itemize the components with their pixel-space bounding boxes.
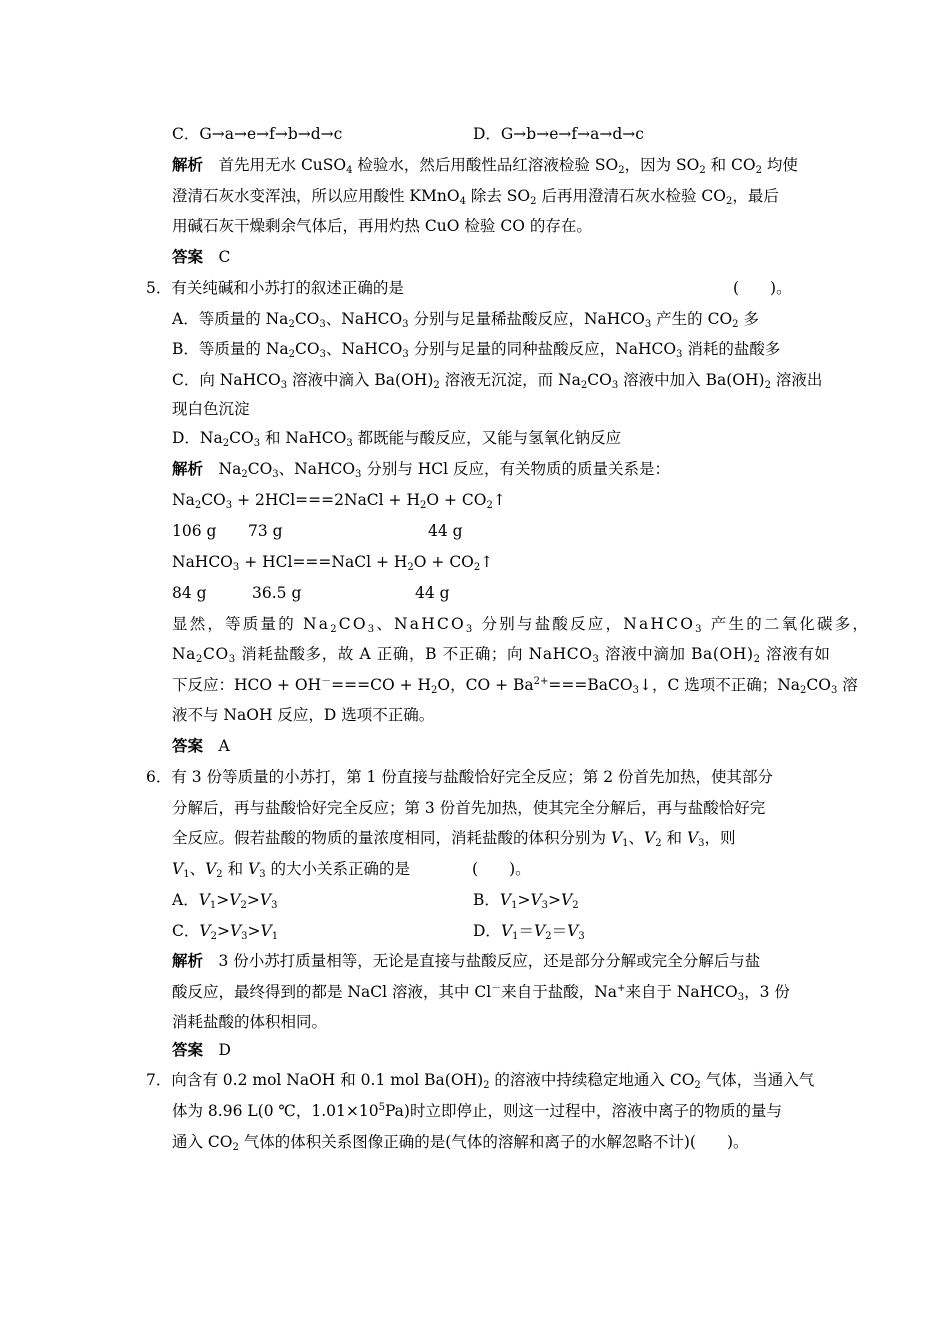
q4-answer [172,247,230,267]
q6-analysis-line-2: 酸反应，最终得到的都是 NaCl 溶液，其中 Cl－来自于盐酸，Na+来自于 NaHCO$_3$，3 份 [172,983,790,1003]
q6-option-c: C．$V_2>V_3>V_1$ [172,922,279,942]
q5-option-b: B．等质量的 $Na_2CO_3$、NaHCO$_3$ 分别与足量的同种盐酸反应，NaHCO$_3$ 消耗的盐酸多 [172,340,781,360]
q6-answer-value: D [218,1041,231,1059]
q6-number: 6． [146,768,172,786]
q4-option-c: C．G→a→e→f→b→d→c [172,125,343,143]
analysis-label: 解析 [172,952,204,970]
q5-analysis-line-4: 下反应：HCO + $OH^-===CO + H_2O$，CO + $Ba^{2+}===BaCO_3↓$，C 选项不正确；$Na_2CO_3$ 溶 [172,676,858,696]
q4-analysis-line-2: 澄清石灰水变浑浊，所以应用酸性 KMnO$_4$ 除去 $SO_2$ 后再用澄清石灰水检验 $CO_2$，最后 [172,187,779,207]
q5-answer [172,736,230,756]
q5-analysis-line-3: $Na_2CO_3$ 消耗盐酸多，故 A 正确，B 不正确；向 NaHCO$_3$ 溶液中滴加 $Ba(OH)_2$ 溶液有如 [172,645,831,665]
q6-analysis-line-3: 消耗盐酸的体积相同。 [172,1013,328,1031]
q7-number: 7． [146,1071,172,1089]
q4-analysis-line-3: 用碱石灰干燥剩余气体后，再用灼热 CuO 检验 CO 的存在。 [172,217,592,235]
q5-mass-1b: 73 g [248,522,283,540]
q7-stem-line-2: 体为 8.96 L(0 ℃，$1.01\times 10^5Pa$)时立即停止，则这一过程中，溶液中离子的物质的量与 [172,1102,782,1120]
q5-option-a: A．等质量的 $Na_2CO_3$、NaHCO$_3$ 分别与足量稀盐酸反应，NaHCO$_3$ 产生的 $CO_2$ 多 [172,310,759,330]
q5-stem-text: 有关纯碱和小苏打的叙述正确的是 [171,279,404,297]
analysis-label: 解析 [172,460,204,478]
analysis-label: 解析 [172,156,204,174]
q5-analysis-line-2: 显然，等质量的 $Na_2CO_3$、NaHCO$_3$ 分别与盐酸反应，NaHCO$_3$ 产生的二氧化碳多， [172,615,871,635]
q5-equation-1: $Na_2CO_3$ + 2HCl===2NaCl + $H_2O$ + $CO_2↑$ [172,491,506,511]
q5-option-c-line-2: 现白色沉淀 [172,400,250,418]
q7-stem-line-3: 通入 $CO_2$ 气体的体积关系图像正确的是(气体的溶解和离子的水解忽略不计)( )。 [172,1133,749,1153]
q7-stem-line-1: 7．向含有 0.2 mol NaOH 和 0.1 mol $Ba(OH)_2$ 的溶液中持续稳定地通入 $CO_2$ 气体，当通入气 [146,1071,815,1091]
q4-option-d: D．G→b→e→f→a→d→c [473,125,644,143]
q6-option-d: D．$V_1=V_2=V_3$ [473,922,585,942]
q4-answer-value: C [218,248,231,266]
q5-answer-paren: ( )。 [733,279,792,297]
q5-equation-2: NaHCO$_3$ + HCl===NaCl + $H_2O$ + $CO_2↑$ [172,553,494,573]
q6-option-a: A．$V_1>V_2>V_3$ [172,891,278,911]
q5-stem [146,278,404,298]
q6-stem-line-4: $V_1$、$V_2$ 和 $V_3$ 的大小关系正确的是 ( )。 [172,860,531,880]
answer-label: 答案 [172,248,204,266]
q5-mass-2c: 44 g [415,584,450,602]
answer-label: 答案 [172,737,204,755]
q6-answer [172,1040,231,1060]
q6-option-b: B．$V_1>V_3>V_2$ [473,891,579,911]
q5-option-d: D．$Na_2CO_3$ 和 NaHCO$_3$ 都既能与酸反应，又能与氢氧化钠反应 [172,429,622,449]
q5-analysis-line-5: 液不与 NaOH 反应，D 选项不正确。 [172,706,435,724]
q5-mass-2b: 36.5 g [252,584,302,602]
q5-mass-1a: 106 g [172,522,217,540]
q6-analysis-line-1: 解析 3 份小苏打质量相等，无论是直接与盐酸反应，还是部分分解或完全分解后与盐 [172,952,761,970]
answer-label: 答案 [172,1041,204,1059]
q5-number: 5． [146,279,172,297]
q6-stem-line-3: 全反应。假若盐酸的物质的量浓度相同，消耗盐酸的体积分别为 $V_1$、$V_2$ 和 $V_3$，则 [172,829,736,849]
q5-option-c-line-1: C．向 NaHCO$_3$ 溶液中滴入 $Ba(OH)_2$ 溶液无沉淀，而 $Na_2CO_3$ 溶液中加入 $Ba(OH)_2$ 溶液出 [172,371,823,391]
q6-stem-line-2: 分解后，再与盐酸恰好完全反应；第 3 份首先加热，使其完全分解后，再与盐酸恰好完 [172,799,766,817]
q5-mass-1c: 44 g [428,522,463,540]
q5-answer-value: A [218,737,230,755]
q5-analysis-line-1: 解析 $Na_2CO_3$、NaHCO$_3$ 分别与 HCl 反应，有关物质的质量关系是： [172,460,671,480]
q4-analysis-line-1: 解析 首先用无水 CuSO$_4$ 检验水，然后用酸性品红溶液检验 $SO_2$，因为 $SO_2$ 和 $CO_2$ 均使 [172,156,798,176]
q6-stem-line-1: 6．有 3 份等质量的小苏打，第 1 份直接与盐酸恰好完全反应；第 2 份首先加热，使其部分 [146,768,774,786]
q5-mass-2a: 84 g [172,584,207,602]
